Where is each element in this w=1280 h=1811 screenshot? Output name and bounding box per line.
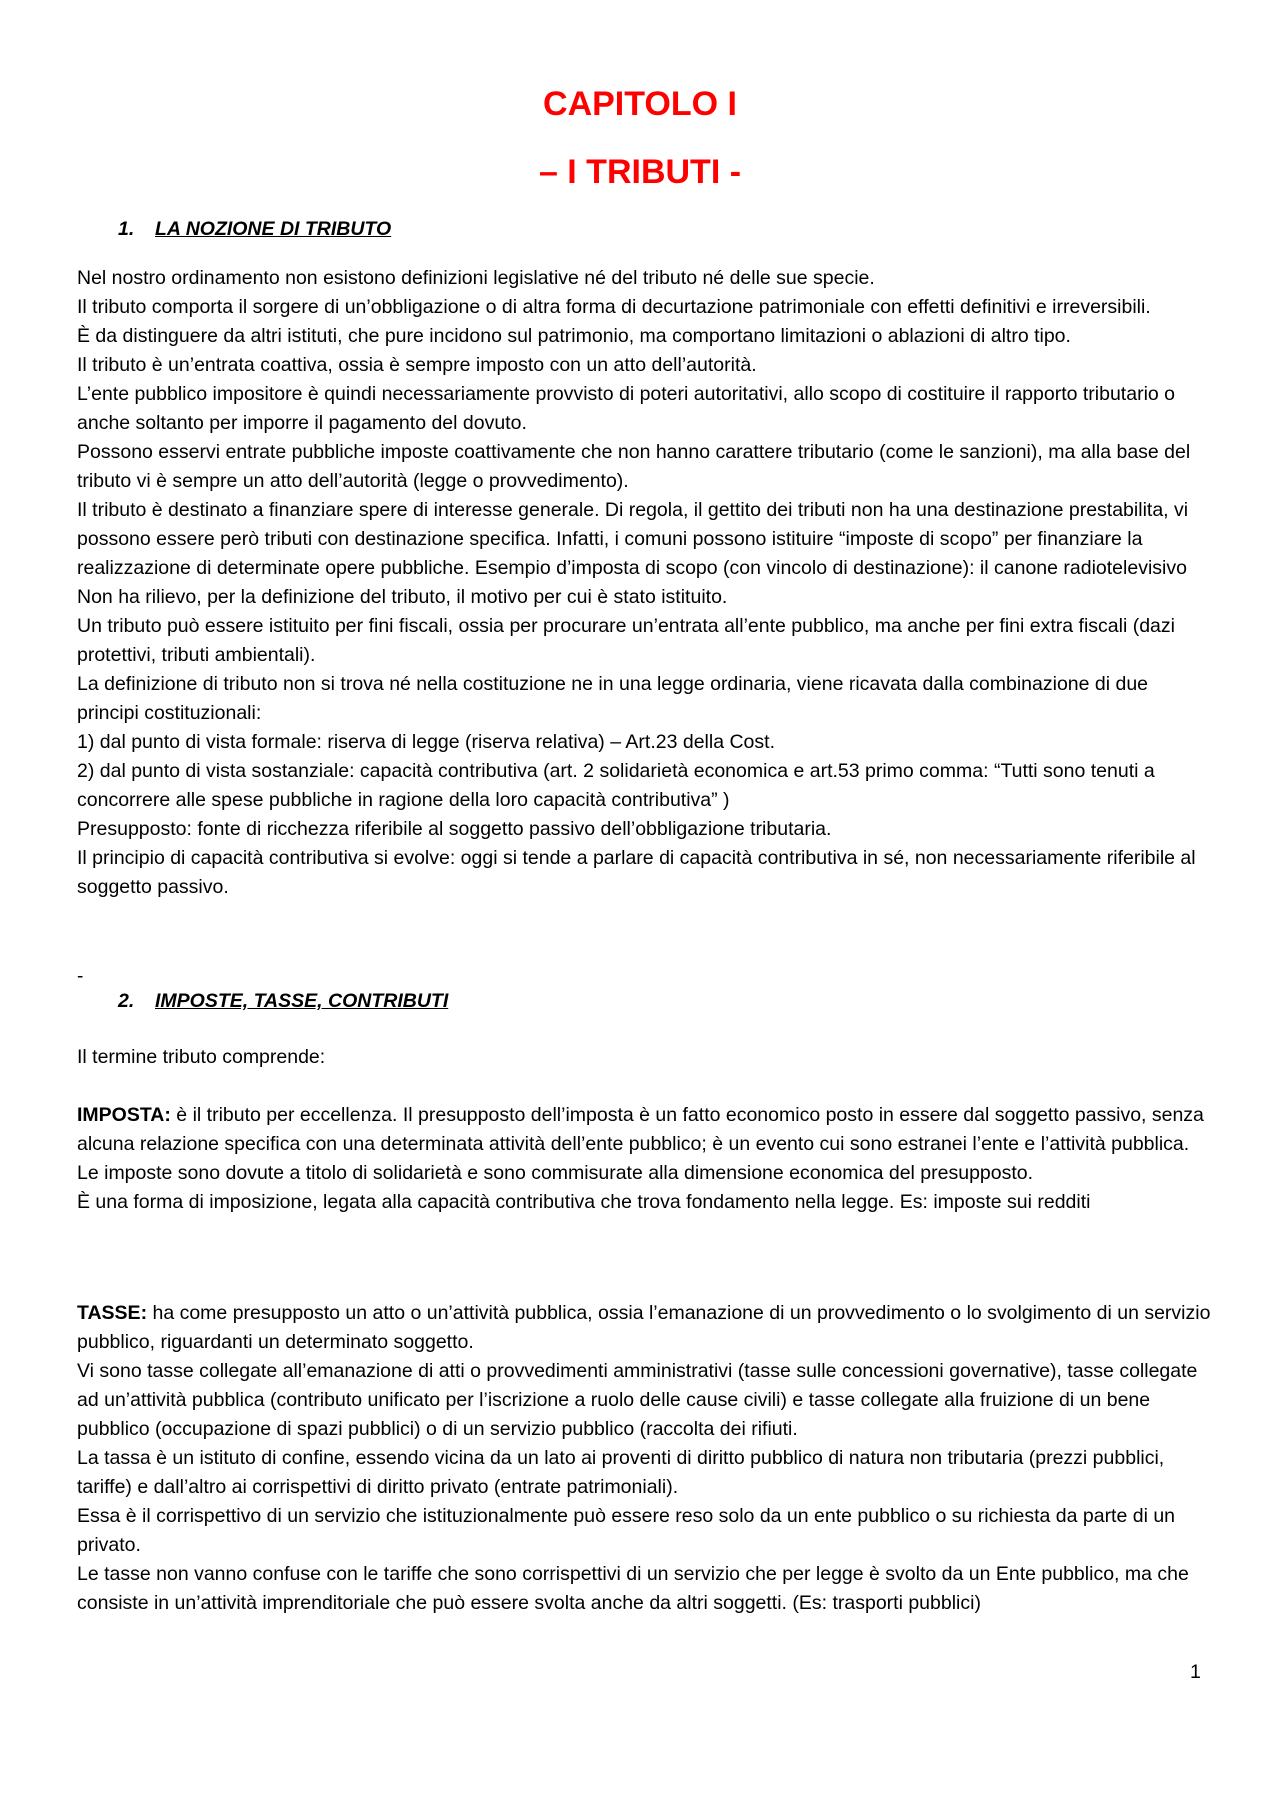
section-1-number: 1.	[118, 218, 135, 240]
section-2-number: 2.	[118, 990, 135, 1012]
imposta-lead: è il tributo per eccellenza. Il presupposto dell’imposta è un fatto economico posto in essere dal soggetto passivo, senza alcuna relazione specifica con una determinata attività dell’ente pubblico; è un evento cui sono estranei l’ente e l’attività pubblica.	[77, 1104, 1204, 1155]
paragraph: È da distinguere da altri istituti, che pure incidono sul patrimonio, ma comportano limitazioni o ablazioni di altro tipo.	[77, 325, 1071, 347]
section-1-body	[77, 264, 1212, 902]
separator-dash: -	[77, 966, 84, 987]
paragraph: La definizione di tributo non si trova né nella costituzione ne in una legge ordinaria, viene ricavata dalla combinazione di due principi costituzionali:	[77, 673, 1149, 724]
paragraph: Nel nostro ordinamento non esistono definizioni legislative né del tributo né delle sue specie.	[77, 267, 875, 289]
paragraph: Un tributo può essere istituito per fini fiscali, ossia per procurare un’entrata all’ente pubblico, ma anche per fini extra fiscali (dazi protettivi, tributi ambientali).	[77, 615, 1175, 666]
paragraph: Le tasse non vanno confuse con le tariffe che sono corrispettivi di un servizio che per legge è svolto da un Ente pubblico, ma che consiste in un’attività imprenditoriale che può essere svolta anche da altri soggetti. (Es: trasporti pubblici)	[77, 1563, 1189, 1614]
section-1-heading	[118, 215, 391, 244]
paragraph: Il tributo comporta il sorgere di un’obbligazione o di altra forma di decurtazione patrimoniale con effetti definitivi e irreversibili.	[77, 296, 1151, 318]
paragraph	[77, 1299, 1212, 1357]
tasse-label: TASSE:	[77, 1302, 148, 1324]
paragraph: Il tributo è un’entrata coattiva, ossia è sempre imposto con un atto dell’autorità.	[77, 354, 757, 376]
tasse-lead: ha come presupposto un atto o un’attività pubblica, ossia l’emanazione di un provvedimento o lo svolgimento di un servizio pubblico, riguardanti un determinato soggetto.	[77, 1302, 1211, 1353]
paragraph: 2) dal punto di vista sostanziale: capacità contributiva (art. 2 solidarietà economica e art.53 primo comma: “Tutti sono tenuti a concorrere alle spese pubbliche in ragione della loro capacità contributiva” )	[77, 760, 1155, 811]
paragraph: L’ente pubblico impositore è quindi necessariamente provvisto di poteri autoritativi, allo scopo di costituire il rapporto tributario o anche soltanto per imporre il pagamento del dovuto.	[77, 383, 1176, 434]
paragraph: Il principio di capacità contributiva si evolve: oggi si tende a parlare di capacità contributiva in sé, non necessariamente riferibile al soggetto passivo.	[77, 847, 1196, 898]
paragraph: Il termine tributo comprende:	[77, 1046, 326, 1068]
section-2-title: IMPOSTE, TASSE, CONTRIBUTI	[155, 990, 449, 1012]
imposta-block	[77, 1101, 1212, 1217]
paragraph: Possono esservi entrate pubbliche imposte coattivamente che non hanno carattere tributario (come le sanzioni), ma alla base del tributo vi è sempre un atto dell’autorità (legge o provvedimento).	[77, 441, 1191, 492]
paragraph: Le imposte sono dovute a titolo di solidarietà e sono commisurate alla dimensione economica del presupposto.	[77, 1162, 1034, 1184]
section-2-heading	[118, 987, 448, 1016]
paragraph: Essa è il corrispettivo di un servizio che istituzionalmente può essere reso solo da un ente pubblico o su richiesta da parte di un privato.	[77, 1505, 1176, 1556]
imposta-label: IMPOSTA:	[77, 1104, 171, 1126]
tasse-block	[77, 1299, 1212, 1618]
section-1-title: LA NOZIONE DI TRIBUTO	[155, 218, 392, 240]
chapter-subtitle: – I TRIBUTI -	[538, 153, 742, 191]
paragraph: Vi sono tasse collegate all’emanazione di atti o provvedimenti amministrativi (tasse sulle concessioni governative), tasse collegate ad un’attività pubblica (contributo unificato per l’iscrizione a ruolo delle cause civili) e tasse collegate alla fruizione di un bene pubblico (occupazione di spazi pubblici) o di un servizio pubblico (raccolta dei rifiuti.	[77, 1360, 1198, 1440]
paragraph	[77, 1101, 1212, 1159]
paragraph: Presupposto: fonte di ricchezza riferibile al soggetto passivo dell’obbligazione tributaria.	[77, 818, 832, 840]
paragraph: Il tributo è destinato a finanziare spere di interesse generale. Di regola, il gettito dei tributi non ha una destinazione prestabilita, vi possono essere però tributi con destinazione specifica. Infatti, i comuni possono istituire “imposte di scopo” per finanziare la realizzazione di determinate opere pubbliche. Esempio d’imposta di scopo (con vincolo di destinazione): il canone radiotelevisivo	[77, 499, 1189, 579]
paragraph: 1) dal punto di vista formale: riserva di legge (riserva relativa) – Art.23 della Cost.	[77, 731, 775, 753]
paragraph: È una forma di imposizione, legata alla capacità contributiva che trova fondamento nella legge. Es: imposte sui redditi	[77, 1191, 1091, 1213]
paragraph: La tassa è un istituto di confine, essendo vicina da un lato ai proventi di diritto pubblico di natura non tributaria (prezzi pubblici, tariffe) e dall’altro ai corrispettivi di diritto privato (entrate patrimoniali).	[77, 1447, 1165, 1498]
chapter-title: CAPITOLO I	[543, 85, 737, 123]
section-2-intro	[77, 1043, 1212, 1072]
page-number: 1	[1190, 1661, 1201, 1683]
paragraph: Non ha rilievo, per la definizione del tributo, il motivo per cui è stato istituito.	[77, 586, 728, 608]
